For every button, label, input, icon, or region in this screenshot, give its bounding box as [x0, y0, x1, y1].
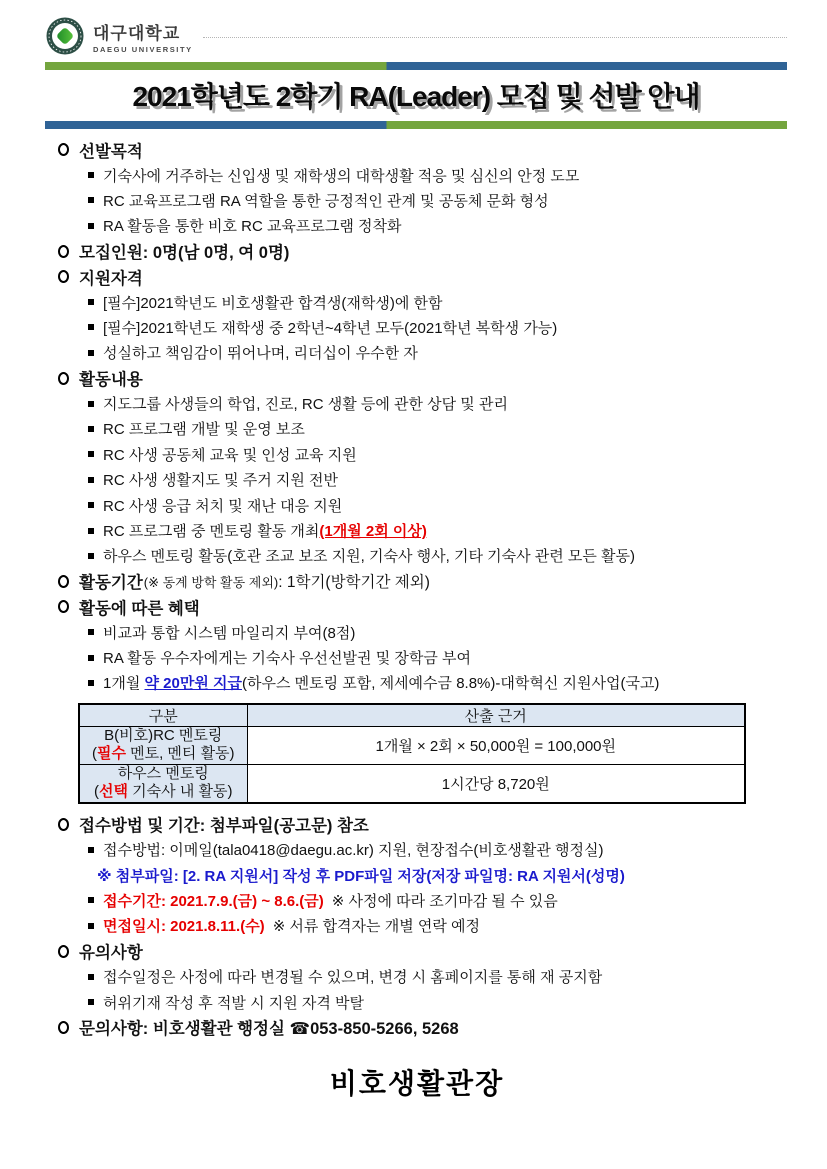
- list-item: RA 활동 우수자에게는 기숙사 우선선발권 및 장학금 부여: [45, 645, 789, 670]
- highlight-required: 필수: [96, 745, 126, 763]
- square-bullet-icon: [88, 528, 94, 534]
- payment-table: [78, 703, 746, 804]
- square-bullet-icon: [88, 847, 94, 853]
- square-bullet-icon: [88, 553, 94, 559]
- square-bullet-icon: [88, 629, 94, 635]
- circle-marker-icon: [58, 575, 69, 588]
- square-bullet-icon: [88, 897, 94, 903]
- list-item: RC 사생 공동체 교육 및 인성 교육 지원: [45, 442, 789, 467]
- circle-marker-icon: [58, 1021, 69, 1034]
- list-item-application-method: 접수방법: 이메일(tala0418@daegu.ac.kr) 지원, 현장접수(비호생활관 행정실): [45, 837, 789, 862]
- table-header-row: [79, 704, 745, 727]
- square-bullet-icon: [88, 299, 94, 305]
- square-bullet-icon: [88, 923, 94, 929]
- square-bullet-icon: [88, 350, 94, 356]
- list-item: RC 사생 응급 처치 및 재난 대응 지원: [45, 492, 789, 517]
- highlight-optional: 선택: [99, 783, 129, 801]
- section-heading-application: 접수방법 및 기간: 첨부파일(공고문) 참조: [45, 812, 789, 837]
- period-value: : 1학기(방학기간 제외): [278, 574, 430, 592]
- list-item: RC 사생 생활지도 및 주거 지원 전반: [45, 467, 789, 492]
- highlight-interview: 면접일시: 2021.8.11.(수): [103, 918, 265, 936]
- section-heading-notice: 유의사항: [45, 939, 789, 964]
- square-bullet-icon: [88, 655, 94, 661]
- highlight-payment: 약 20만원 지급: [144, 675, 242, 693]
- signature: 비호생활관장: [329, 1068, 505, 1100]
- list-item: RC 교육프로그램 RA 역할을 통한 긍정적인 관계 및 공동체 문화 형성: [45, 188, 789, 213]
- square-bullet-icon: [88, 451, 94, 457]
- circle-marker-icon: [58, 245, 69, 258]
- university-name: 대구대학교: [93, 23, 181, 43]
- university-logo-icon: [45, 16, 85, 56]
- attachment-note: ※ 첨부파일: [2. RA 지원서] 작성 후 PDF파일 저장(저장 파일명: RA 지원서(성명): [97, 867, 625, 885]
- section-heading-qualification: 지원자격: [45, 264, 789, 289]
- square-bullet-icon: [88, 680, 94, 686]
- section-heading-activities: 활동내용: [45, 366, 789, 391]
- section-heading-benefits: 활동에 따른 혜택: [45, 594, 789, 619]
- brand-row: [45, 16, 787, 56]
- highlight-deadline: 접수기간: 2021.7.9.(금) ~ 8.6.(금): [103, 892, 324, 910]
- table-row: [79, 726, 745, 764]
- circle-marker-icon: [58, 600, 69, 613]
- list-item: 허위기재 작성 후 적발 시 지원 자격 박탈: [45, 989, 789, 1014]
- list-item: 지도그룹 사생들의 학업, 진로, RC 생활 등에 관한 상담 및 관리: [45, 391, 789, 416]
- square-bullet-icon: [88, 999, 94, 1005]
- list-item-deadline: 접수기간: 2021.7.9.(금) ~ 8.6.(금) ※ 사정에 따라 조기마감 될 수 있음: [45, 888, 789, 913]
- list-item: 비교과 통합 시스템 마일리지 부여(8점): [45, 619, 789, 644]
- list-item: RA 활동을 통한 비호 RC 교육프로그램 정착화: [45, 213, 789, 238]
- table-header-basis: 산출 근거: [247, 704, 745, 727]
- bottom-accent-bar: [45, 121, 787, 129]
- table-header-category: 구분: [79, 704, 247, 727]
- circle-marker-icon: [58, 818, 69, 831]
- square-bullet-icon: [88, 426, 94, 432]
- section-heading-purpose: 선발목적: [45, 137, 789, 162]
- row-label: 하우스 멘토링 (선택 기숙사 내 활동): [79, 764, 247, 803]
- document-header: [0, 0, 827, 129]
- circle-marker-icon: [58, 945, 69, 958]
- highlight-mentoring-frequency: (1개월 2회 이상): [319, 523, 427, 541]
- circle-marker-icon: [58, 372, 69, 385]
- square-bullet-icon: [88, 172, 94, 178]
- section-heading-contact: 문의사항: 비호생활관 행정실 ☎053-850-5266, 5268: [45, 1015, 789, 1040]
- row-value: 1개월 × 2회 × 50,000원 = 100,000원: [247, 726, 745, 764]
- top-accent-bar: [45, 62, 787, 70]
- page-title: 2021학년도 2학기 RA(Leader) 모집 및 선발 안내: [132, 81, 700, 112]
- square-bullet-icon: [88, 401, 94, 407]
- table-row: [79, 764, 745, 803]
- square-bullet-icon: [88, 324, 94, 330]
- list-item: 하우스 멘토링 활동(호관 조교 보조 지원, 기숙사 행사, 기타 기숙사 관련 모든 활동): [45, 543, 789, 568]
- list-item: [필수]2021학년도 재학생 중 2학년~4학년 모두(2021학년 복학생 가능): [45, 315, 789, 340]
- university-name-en: DAEGU UNIVERSITY: [93, 44, 193, 54]
- square-bullet-icon: [88, 197, 94, 203]
- circle-marker-icon: [58, 270, 69, 283]
- square-bullet-icon: [88, 477, 94, 483]
- period-note: (※ 동계 방학 활동 제외): [143, 574, 279, 590]
- square-bullet-icon: [88, 502, 94, 508]
- list-item-interview: 면접일시: 2021.8.11.(수) ※ 서류 합격자는 개별 연락 예정: [45, 913, 789, 938]
- dotted-divider: [203, 37, 787, 38]
- list-item-mentoring: RC 프로그램 중 멘토링 활동 개최 (1개월 2회 이상): [45, 518, 789, 543]
- list-item: 접수일정은 사정에 따라 변경될 수 있으며, 변경 시 홈페이지를 통해 재 공지함: [45, 964, 789, 989]
- list-item-payment: 1개월 약 20만원 지급 (하우스 멘토링 포함, 제세예수금 8.8%)-대학혁신 지원사업(국고): [45, 670, 789, 695]
- circle-marker-icon: [58, 143, 69, 156]
- row-label: B(비호)RC 멘토링 (필수 멘토, 멘티 활동): [79, 726, 247, 764]
- square-bullet-icon: [88, 223, 94, 229]
- square-bullet-icon: [88, 974, 94, 980]
- list-item: RC 프로그램 개발 및 운영 보조: [45, 416, 789, 441]
- list-item: 기숙사에 거주하는 신입생 및 재학생의 대학생활 적응 및 심신의 안정 도모: [45, 162, 789, 187]
- section-heading-recruit-count: 모집인원: 0명(남 0명, 여 0명): [45, 239, 789, 264]
- brand-text: [93, 19, 193, 54]
- document-body: [0, 129, 827, 1102]
- section-heading-period: 활동기간 (※ 동계 방학 활동 제외) : 1학기(방학기간 제외): [45, 569, 789, 594]
- list-item: 성실하고 책임감이 뛰어나며, 리더십이 우수한 자: [45, 340, 789, 365]
- list-item: [필수]2021학년도 비호생활관 합격생(재학생)에 한함: [45, 289, 789, 314]
- row-value: 1시간당 8,720원: [247, 764, 745, 803]
